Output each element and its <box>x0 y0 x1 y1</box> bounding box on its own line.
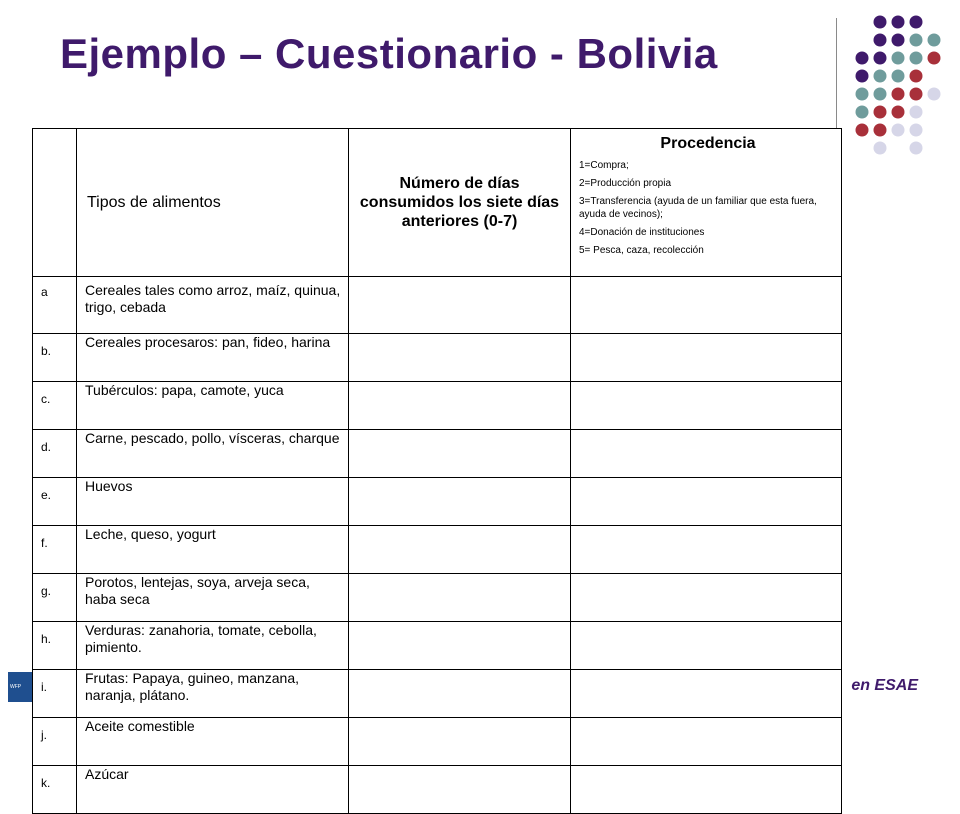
header-days-consumed: Número de días consumidos los siete días anteriores (0-7) <box>349 129 571 277</box>
table-row <box>33 277 842 334</box>
decorative-dot <box>856 70 869 83</box>
footer-text: en ESAE <box>851 677 918 694</box>
decorative-dot <box>874 52 887 65</box>
header-food-types: Tipos de alimentos <box>77 129 349 277</box>
decorative-dot <box>892 34 905 47</box>
decorative-dot <box>874 106 887 119</box>
procedencia-entry-cell[interactable] <box>571 430 842 478</box>
decorative-dot <box>910 70 923 83</box>
row-food-type: Carne, pescado, pollo, vísceras, charque <box>77 430 349 478</box>
table-row <box>33 382 842 430</box>
decorative-dot <box>856 52 869 65</box>
row-food-type: Frutas: Papaya, guineo, manzana, naranja, plátano. <box>77 670 349 718</box>
row-letter: i. <box>33 670 77 718</box>
table-row <box>33 430 842 478</box>
row-letter: b. <box>33 334 77 382</box>
row-letter: e. <box>33 478 77 526</box>
decorative-dot <box>874 88 887 101</box>
row-food-type: Cereales procesaros: pan, fideo, harina <box>77 334 349 382</box>
row-food-type: Aceite comestible <box>77 718 349 766</box>
decorative-dot <box>910 106 923 119</box>
table-row <box>33 526 842 574</box>
table-row <box>33 766 842 814</box>
decorative-dot <box>892 88 905 101</box>
decorative-dot <box>910 16 923 29</box>
table-row <box>33 574 842 622</box>
decorative-dot <box>856 124 869 137</box>
decorative-dot <box>910 124 923 137</box>
procedencia-option: 5= Pesca, caza, recolección <box>579 245 704 256</box>
decorative-dot <box>928 34 941 47</box>
procedencia-entry-cell[interactable] <box>571 574 842 622</box>
decorative-dot <box>874 16 887 29</box>
table-row <box>33 670 842 718</box>
table-row <box>33 334 842 382</box>
row-letter: f. <box>33 526 77 574</box>
header-procedencia <box>571 129 842 277</box>
row-letter: d. <box>33 430 77 478</box>
decorative-dot <box>892 124 905 137</box>
row-letter: c. <box>33 382 77 430</box>
procedencia-option: 4=Donación de instituciones <box>579 227 705 238</box>
decorative-dot <box>874 142 887 155</box>
wfp-logo: WFP <box>8 672 32 702</box>
procedencia-entry-cell[interactable] <box>571 622 842 670</box>
decorative-dot <box>856 106 869 119</box>
procedencia-title: Procedencia <box>660 135 756 152</box>
row-food-type: Huevos <box>77 478 349 526</box>
row-letter: g. <box>33 574 77 622</box>
days-entry-cell[interactable] <box>349 622 571 670</box>
row-letter: j. <box>33 718 77 766</box>
decorative-dot <box>874 70 887 83</box>
procedencia-entry-cell[interactable] <box>571 277 842 334</box>
table-row <box>33 478 842 526</box>
decorative-dot <box>928 88 941 101</box>
row-letter: a <box>33 277 77 334</box>
decorative-dot <box>910 88 923 101</box>
row-food-type: Leche, queso, yogurt <box>77 526 349 574</box>
decorative-dot <box>892 70 905 83</box>
divider-line <box>836 18 837 130</box>
row-food-type: Azúcar <box>77 766 349 814</box>
row-letter: h. <box>33 622 77 670</box>
table-row <box>33 718 842 766</box>
header-letter-cell <box>33 129 77 277</box>
procedencia-entry-cell[interactable] <box>571 334 842 382</box>
days-entry-cell[interactable] <box>349 670 571 718</box>
days-entry-cell[interactable] <box>349 766 571 814</box>
slide-title: Ejemplo – Cuestionario - Bolivia <box>60 30 718 77</box>
decorative-dot <box>874 34 887 47</box>
decorative-dot <box>874 124 887 137</box>
procedencia-entry-cell[interactable] <box>571 718 842 766</box>
procedencia-option: 3=Transferencia (ayuda de un familiar que esta fuera, ayuda de vecinos); <box>579 196 817 220</box>
days-entry-cell[interactable] <box>349 382 571 430</box>
days-entry-cell[interactable] <box>349 430 571 478</box>
row-letter: k. <box>33 766 77 814</box>
decorative-dot <box>910 34 923 47</box>
procedencia-entry-cell[interactable] <box>571 382 842 430</box>
questionnaire-table <box>32 128 842 814</box>
days-entry-cell[interactable] <box>349 478 571 526</box>
row-food-type: Porotos, lentejas, soya, arveja seca, haba seca <box>77 574 349 622</box>
procedencia-entry-cell[interactable] <box>571 670 842 718</box>
days-entry-cell[interactable] <box>349 334 571 382</box>
days-entry-cell[interactable] <box>349 526 571 574</box>
decorative-dot <box>856 88 869 101</box>
decorative-dot <box>910 52 923 65</box>
procedencia-option: 1=Compra; <box>579 160 629 171</box>
table-header-row <box>33 129 842 277</box>
row-food-type: Cereales tales como arroz, maíz, quinua, trigo, cebada <box>77 277 349 334</box>
decorative-dot <box>910 142 923 155</box>
row-food-type: Tubérculos: papa, camote, yuca <box>77 382 349 430</box>
decorative-dot <box>928 52 941 65</box>
decorative-dot <box>892 16 905 29</box>
decorative-dot <box>892 106 905 119</box>
days-entry-cell[interactable] <box>349 718 571 766</box>
procedencia-option: 2=Producción propia <box>579 178 672 189</box>
procedencia-entry-cell[interactable] <box>571 766 842 814</box>
procedencia-entry-cell[interactable] <box>571 526 842 574</box>
row-food-type: Verduras: zanahoria, tomate, cebolla, pimiento. <box>77 622 349 670</box>
procedencia-entry-cell[interactable] <box>571 478 842 526</box>
decorative-dot <box>892 52 905 65</box>
table-row <box>33 622 842 670</box>
days-entry-cell[interactable] <box>349 277 571 334</box>
days-entry-cell[interactable] <box>349 574 571 622</box>
